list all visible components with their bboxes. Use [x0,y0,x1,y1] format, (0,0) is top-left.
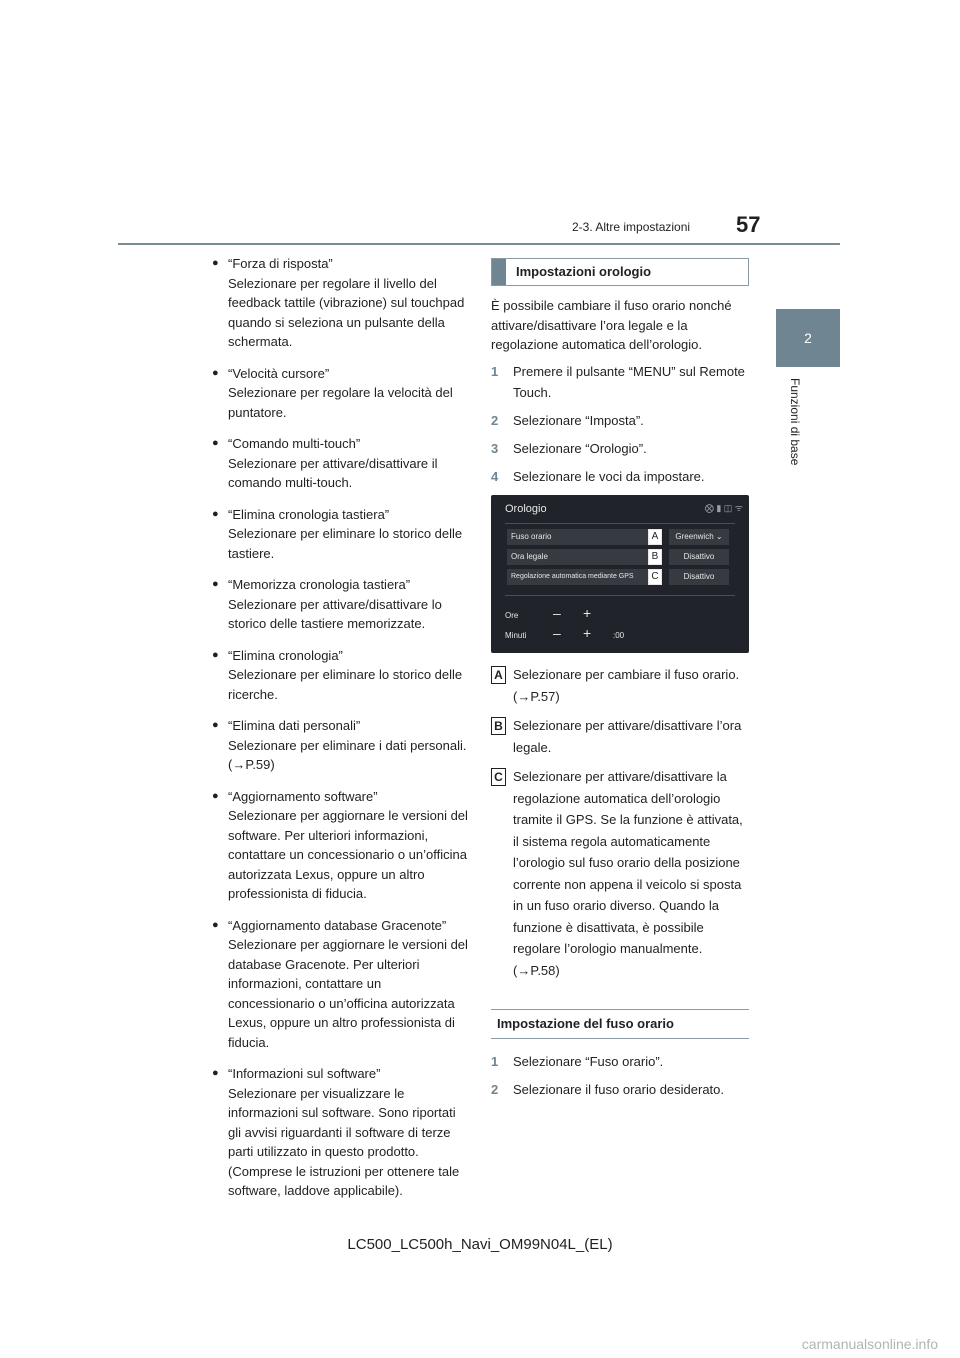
marker-c: C [491,768,506,786]
step-item: 4 Selezionare le voci da impostare. [491,468,705,484]
row-time-zone[interactable]: Fuso orario [507,529,661,545]
step-item: 3 Selezionare “Orologio”. [491,440,647,456]
legend-item: C Selezionare per attivare/disattivare la regolazione automatica dell’orologio tramite il GPS. Se la funzione è attivata, il sistema regola automaticamente l’orologio sul fuso orario della posizione corrente non appena il veicolo si sposta in un fuso orario diverso. Quando la funzione è disattivata, è possibile regolare l’orologio manualmente. (→P.58) [491,766,749,981]
bullet-icon: ● [212,789,219,802]
right-column-bottom [491,664,749,1107]
list-item: ● “Aggiornamento software” Selezionare per aggiornare le versioni del software. Per ulteriori informazioni, contattare un concessionario o un’officina autorizzata Lexus, oppure un altro professionista di fiducia. [212,788,468,901]
bullet-icon: ● [212,257,219,269]
list-item: ● “Forza di risposta” Selezionare per regolare il livello del feedback tattile (vibrazione) sul touchpad quando si seleziona un pulsante della schermata. [212,256,465,349]
step-item: 2 Selezionare “Imposta”. [491,412,644,428]
value-gps-auto-adjust[interactable]: Disattivo [669,569,729,585]
bullet-icon: ● [212,648,219,661]
bullet-icon: ● [212,1067,219,1079]
screen-divider [505,595,735,596]
marker-a: A [648,529,662,545]
list-item: ● “Elimina cronologia” Selezionare per eliminare lo storico delle ricerche. [212,647,463,702]
marker-b: B [491,717,506,735]
row-gps-auto-adjust[interactable]: Regolazione automatica mediante GPS [507,569,661,585]
hours-plus-button[interactable]: + [583,605,592,621]
list-item: ● “Elimina cronologia tastiera” Selezionare per eliminare lo storico delle tastiere. [212,506,463,561]
watermark: carmanualsonline.info [801,1336,938,1352]
marker-a: A [491,666,506,684]
value-time-zone[interactable]: Greenwich ⌄ [669,529,729,545]
step-item: 1 Selezionare “Fuso orario”. [491,1054,664,1069]
step-item: 1 Premere il pulsante “MENU” sul Remote Touch. [491,363,745,400]
bullet-icon: ● [212,366,219,379]
list-item: ● “Informazioni sul software” Selezionare per visualizzare le informazioni sul software. Sono riportati gli avvisi riguardanti il software di terze parti utilizzato in questo prodotto. (Comprese le istruzioni per ottenere tale software, laddove applicabile). [212,1066,460,1198]
minutes-label: Minuti [505,631,527,640]
legend-item: A Selezionare per cambiare il fuso orario. (→P.57) [491,664,749,707]
heading-time-zone-setting: Impostazione del fuso orario [491,1009,749,1039]
heading-clock-settings: Impostazioni orologio [491,258,749,286]
clock-screen-illustration [491,495,749,653]
screen-divider [505,523,735,524]
value-daylight-saving[interactable]: Disattivo [669,549,729,565]
bullet-icon: ● [212,719,219,731]
chapter-tab: 2 [776,309,840,367]
screen-title: Orologio [505,503,547,515]
row-daylight-saving[interactable]: Ora legale [507,549,661,565]
bullet-icon: ● [212,918,219,931]
intro-paragraph: È possibile cambiare il fuso orario nonché attivare/disattivare l’ora legale e la regolazione automatica dell’orologio. [491,298,732,352]
footer-model: LC500_LC500h_Navi_OM99N04L_(EL) [347,1236,613,1253]
bullet-icon: ● [212,578,219,590]
list-item: ● “Aggiornamento database Gracenote” Selezionare per aggiornare le versioni del database Gracenote. Per ulteriori informazioni, contattare un concessionario o un’officina autorizzata Lexus, oppure un altro professionista di fiducia. [212,917,468,1050]
status-icons: ⨂ ▮ ◫ ᯤ [704,503,743,513]
step-item: 2 Selezionare il fuso orario desiderato. [491,1082,725,1097]
section-title: 2-3. Altre impostazioni [572,220,691,234]
bullet-icon: ● [212,507,219,520]
page-number: 57 [736,212,761,237]
bullet-icon: ● [212,437,219,449]
minutes-minus-button[interactable]: – [553,625,561,641]
list-item: ● “Velocità cursore” Selezionare per regolare la velocità del puntatore. [212,365,453,420]
legend-item: B Selezionare per attivare/disattivare l’ora legale. [491,715,749,758]
list-item: ● “Comando multi-touch” Selezionare per attivare/disattivare il comando multi-touch. [212,436,438,490]
left-column [212,254,470,1213]
minutes-plus-button[interactable]: + [583,625,592,641]
list-item: ● “Memorizza cronologia tastiera” Selezionare per attivare/disattivare lo storico delle tastiere memorizzate. [212,577,442,631]
chapter-title: Funzioni di base [788,378,802,466]
marker-c: C [648,569,662,585]
marker-b: B [648,549,662,565]
header-rule [118,243,840,245]
right-column-top [491,258,749,494]
minutes-value: :00 [613,631,625,640]
list-item: ● “Elimina dati personali” Selezionare per eliminare i dati personali. (→P.59) [212,718,467,772]
hours-minus-button[interactable]: – [553,605,561,621]
heading-bar [492,259,506,285]
hours-label: Ore [505,611,519,620]
